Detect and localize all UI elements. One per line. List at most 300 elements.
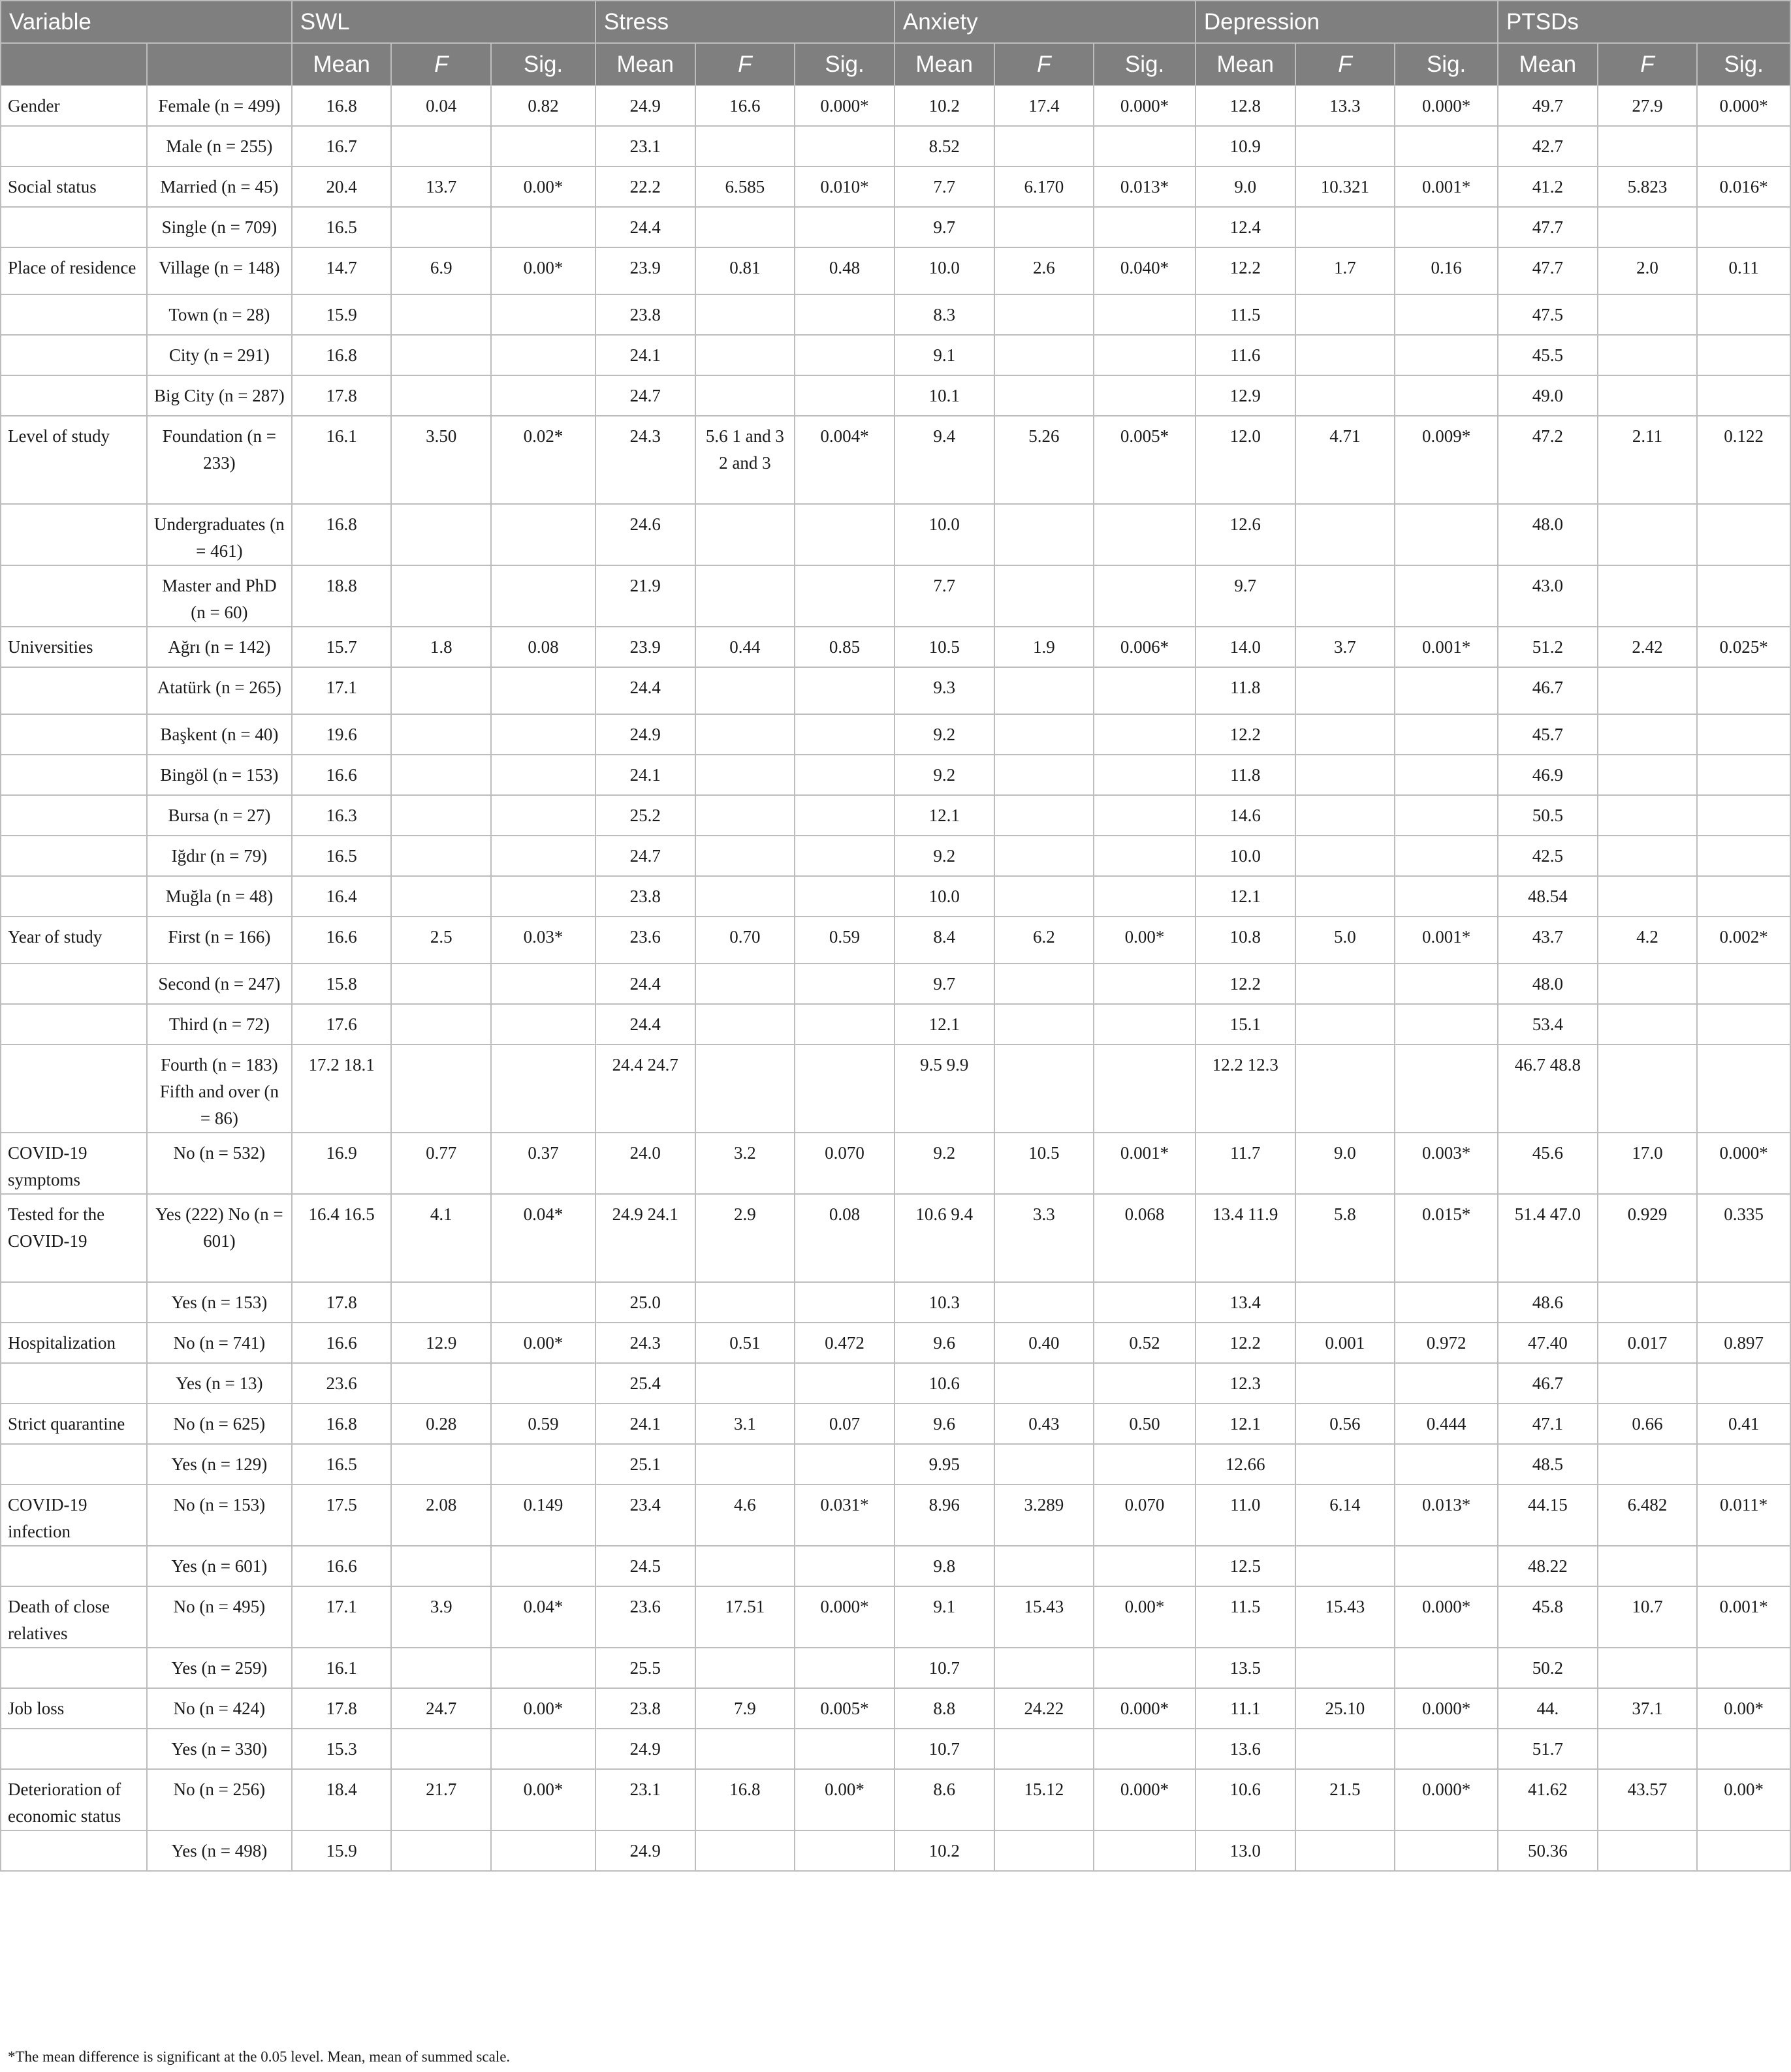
value-cell [1697,294,1790,335]
variable-cell: Death of close relatives [1,1586,147,1648]
value-cell: 12.1 [1196,876,1295,917]
value-cell [795,876,895,917]
value-cell: 6.2 [994,917,1094,964]
value-cell: 48.6 [1498,1282,1598,1323]
value-cell [391,1444,491,1484]
variable-cell [1,375,147,416]
value-cell [491,207,595,247]
value-cell [1395,1444,1498,1484]
value-cell [1094,504,1196,565]
level-cell: Bingöl (n = 153) [147,755,292,795]
value-cell: 8.52 [895,126,994,166]
value-cell: 12.4 [1196,207,1295,247]
value-cell: 0.50 [1094,1404,1196,1444]
value-cell [391,1830,491,1871]
value-cell [795,335,895,375]
value-cell: 46.7 [1498,1363,1598,1404]
value-cell: 16.8 [292,335,392,375]
value-cell: 15.7 [292,627,392,667]
value-cell: 0.41 [1697,1404,1790,1444]
value-cell [1395,755,1498,795]
value-cell: 12.2 [1196,247,1295,294]
value-cell: 2.42 [1598,627,1698,667]
value-cell: 0.59 [795,917,895,964]
table-row [1,1688,1790,1729]
value-cell: 24.0 [595,1133,695,1194]
value-cell: 0.444 [1395,1404,1498,1444]
value-cell [1598,714,1698,755]
value-cell: 12.5 [1196,1546,1295,1586]
value-cell: 24.7 [595,375,695,416]
value-cell [1598,1044,1698,1133]
header-f: F [1598,43,1698,86]
value-cell [1697,1044,1790,1133]
value-cell: 17.0 [1598,1133,1698,1194]
value-cell: 0.031* [795,1484,895,1546]
value-cell [1598,964,1698,1004]
value-cell: 47.7 [1498,247,1598,294]
value-cell [1295,1444,1395,1484]
value-cell: 0.82 [491,86,595,126]
value-cell [1094,1648,1196,1688]
value-cell [1697,1444,1790,1484]
value-cell: 0.003* [1395,1133,1498,1194]
header-mean: Mean [595,43,695,86]
value-cell: 0.000* [1697,1133,1790,1194]
value-cell: 0.04* [491,1194,595,1282]
value-cell: 17.6 [292,1004,392,1044]
level-cell: Married (n = 45) [147,166,292,207]
value-cell [994,126,1094,166]
value-cell: 4.6 [695,1484,795,1546]
value-cell [695,1363,795,1404]
value-cell [795,126,895,166]
value-cell: 23.8 [595,876,695,917]
value-cell: 16.8 [292,86,392,126]
level-cell: Yes (222) No (n = 601) [147,1194,292,1282]
value-cell: 0.00* [1697,1769,1790,1830]
value-cell [491,714,595,755]
value-cell: 8.8 [895,1688,994,1729]
level-cell: Muğla (n = 48) [147,876,292,917]
value-cell: 0.51 [695,1323,795,1363]
value-cell [1697,667,1790,714]
value-cell: 1.7 [1295,247,1395,294]
value-cell [1598,755,1698,795]
value-cell [1598,565,1698,627]
value-cell: 8.6 [895,1769,994,1830]
value-cell: 0.00* [1094,1586,1196,1648]
table-row [1,1133,1790,1194]
value-cell: 16.5 [292,207,392,247]
value-cell: 0.000* [1094,1769,1196,1830]
value-cell: 7.7 [895,166,994,207]
value-cell [491,1648,595,1688]
value-cell: 47.40 [1498,1323,1598,1363]
level-cell: Başkent (n = 40) [147,714,292,755]
value-cell [1598,335,1698,375]
value-cell: 46.9 [1498,755,1598,795]
level-cell: Female (n = 499) [147,86,292,126]
value-cell: 0.000* [795,86,895,126]
value-cell: 10.0 [1196,836,1295,876]
value-cell: 44. [1498,1688,1598,1729]
value-cell [1697,207,1790,247]
value-cell: 16.1 [292,416,392,504]
value-cell: 41.2 [1498,166,1598,207]
table-row [1,1282,1790,1323]
value-cell: 0.000* [1395,1769,1498,1830]
value-cell: 49.7 [1498,86,1598,126]
value-cell: 0.000* [1094,86,1196,126]
table-row [1,207,1790,247]
value-cell: 0.011* [1697,1484,1790,1546]
value-cell: 13.3 [1295,86,1395,126]
value-cell: 4.2 [1598,917,1698,964]
value-cell: 6.14 [1295,1484,1395,1546]
value-cell: 15.43 [1295,1586,1395,1648]
level-cell: Yes (n = 601) [147,1546,292,1586]
table-row [1,1648,1790,1688]
value-cell: 24.6 [595,504,695,565]
value-cell [1598,1648,1698,1688]
value-cell: 0.77 [391,1133,491,1194]
value-cell: 0.00* [491,247,595,294]
value-cell: 0.00* [1697,1688,1790,1729]
value-cell: 17.1 [292,667,392,714]
value-cell: 9.2 [895,1133,994,1194]
table-body [1,86,1790,1871]
value-cell: 5.0 [1295,917,1395,964]
value-cell: 10.9 [1196,126,1295,166]
value-cell [1094,1729,1196,1769]
value-cell [1598,667,1698,714]
level-cell: Second (n = 247) [147,964,292,1004]
table-row [1,375,1790,416]
value-cell: 10.0 [895,876,994,917]
table-row [1,247,1790,294]
value-cell [994,335,1094,375]
table-row [1,1484,1790,1546]
value-cell: 6.9 [391,247,491,294]
value-cell [994,755,1094,795]
value-cell: 41.62 [1498,1769,1598,1830]
value-cell: 11.6 [1196,335,1295,375]
value-cell [491,1729,595,1769]
value-cell: 44.15 [1498,1484,1598,1546]
table-row [1,1546,1790,1586]
value-cell: 16.8 [292,1404,392,1444]
table-row [1,1729,1790,1769]
value-cell [994,667,1094,714]
table-row [1,565,1790,627]
value-cell: 0.335 [1697,1194,1790,1282]
table-row [1,416,1790,504]
value-cell: 15.43 [994,1586,1094,1648]
value-cell: 9.0 [1196,166,1295,207]
level-cell: Yes (n = 153) [147,1282,292,1323]
value-cell: 2.5 [391,917,491,964]
value-cell: 12.6 [1196,504,1295,565]
value-cell [1697,335,1790,375]
value-cell: 0.122 [1697,416,1790,504]
value-cell: 0.81 [695,247,795,294]
value-cell: 15.9 [292,294,392,335]
value-cell [1598,1444,1698,1484]
value-cell: 23.9 [595,247,695,294]
value-cell: 0.070 [795,1133,895,1194]
value-cell [1295,876,1395,917]
value-cell: 13.7 [391,166,491,207]
value-cell [491,1830,595,1871]
value-cell [491,565,595,627]
value-cell: 45.7 [1498,714,1598,755]
value-cell: 8.96 [895,1484,994,1546]
value-cell: 12.1 [895,795,994,836]
value-cell [994,504,1094,565]
table-row [1,166,1790,207]
value-cell [695,504,795,565]
value-cell: 9.6 [895,1404,994,1444]
variable-cell: Universities [1,627,147,667]
value-cell [1697,836,1790,876]
value-cell: 8.3 [895,294,994,335]
value-cell: 5.26 [994,416,1094,504]
value-cell [795,755,895,795]
value-cell [795,1546,895,1586]
value-cell: 23.8 [595,294,695,335]
value-cell [795,1648,895,1688]
value-cell: 9.0 [1295,1133,1395,1194]
value-cell: 0.44 [695,627,795,667]
value-cell [391,964,491,1004]
value-cell: 0.000* [1697,86,1790,126]
value-cell [695,667,795,714]
table-row [1,126,1790,166]
value-cell: 42.5 [1498,836,1598,876]
value-cell: 0.472 [795,1323,895,1363]
value-cell [994,1729,1094,1769]
value-cell: 0.00* [491,1769,595,1830]
value-cell: 3.7 [1295,627,1395,667]
value-cell: 0.002* [1697,917,1790,964]
value-cell: 11.5 [1196,294,1295,335]
value-cell: 5.823 [1598,166,1698,207]
value-cell: 24.1 [595,755,695,795]
value-cell [491,667,595,714]
value-cell [391,375,491,416]
value-cell [1295,795,1395,836]
table-row [1,1194,1790,1282]
value-cell: 9.1 [895,335,994,375]
value-cell [795,836,895,876]
value-cell: 24.3 [595,1323,695,1363]
value-cell [391,667,491,714]
value-cell: 0.149 [491,1484,595,1546]
value-cell [994,964,1094,1004]
value-cell: 3.50 [391,416,491,504]
value-cell: 14.7 [292,247,392,294]
header-f: F [695,43,795,86]
value-cell: 9.95 [895,1444,994,1484]
value-cell: 13.0 [1196,1830,1295,1871]
value-cell [1295,1363,1395,1404]
value-cell [1295,714,1395,755]
value-cell [1395,1282,1498,1323]
value-cell: 46.7 48.8 [1498,1044,1598,1133]
value-cell: 17.8 [292,1282,392,1323]
level-cell: Big City (n = 287) [147,375,292,416]
value-cell: 0.068 [1094,1194,1196,1282]
variable-cell [1,667,147,714]
value-cell [491,375,595,416]
value-cell: 24.9 24.1 [595,1194,695,1282]
value-cell [1094,1363,1196,1404]
table-row [1,627,1790,667]
header-variable: Variable [1,1,292,43]
value-cell: 25.4 [595,1363,695,1404]
header-group-row [1,1,1790,43]
value-cell [1395,795,1498,836]
table-row [1,1404,1790,1444]
value-cell [695,335,795,375]
value-cell [491,1546,595,1586]
value-cell: 10.7 [895,1729,994,1769]
value-cell [491,335,595,375]
header-anxiety: Anxiety [895,1,1196,43]
value-cell [994,1282,1094,1323]
value-cell: 47.7 [1498,207,1598,247]
value-cell: 21.9 [595,565,695,627]
value-cell: 0.000* [1395,86,1498,126]
value-cell: 16.6 [292,917,392,964]
value-cell: 0.43 [994,1404,1094,1444]
value-cell [391,565,491,627]
value-cell [1094,1830,1196,1871]
value-cell: 7.7 [895,565,994,627]
value-cell: 0.006* [1094,627,1196,667]
value-cell: 13.6 [1196,1729,1295,1769]
value-cell: 0.00* [491,1688,595,1729]
value-cell: 16.5 [292,1444,392,1484]
value-cell: 12.2 [1196,1323,1295,1363]
value-cell: 0.013* [1094,166,1196,207]
value-cell: 11.8 [1196,755,1295,795]
value-cell [1598,1282,1698,1323]
header-sub-row [1,43,1790,86]
value-cell [491,1044,595,1133]
level-cell: No (n = 532) [147,1133,292,1194]
value-cell [1295,1282,1395,1323]
variable-cell [1,1729,147,1769]
level-cell: Yes (n = 129) [147,1444,292,1484]
value-cell [1395,335,1498,375]
value-cell: 24.3 [595,416,695,504]
value-cell [1094,375,1196,416]
value-cell: 0.070 [1094,1484,1196,1546]
value-cell: 14.6 [1196,795,1295,836]
variable-cell [1,714,147,755]
table-row [1,294,1790,335]
value-cell [391,876,491,917]
value-cell [695,1729,795,1769]
variable-cell [1,836,147,876]
value-cell [1094,1444,1196,1484]
header-mean: Mean [895,43,994,86]
table-row [1,964,1790,1004]
value-cell: 12.3 [1196,1363,1295,1404]
value-cell [1295,565,1395,627]
value-cell: 25.2 [595,795,695,836]
value-cell: 0.00* [1094,917,1196,964]
value-cell: 48.54 [1498,876,1598,917]
value-cell [1697,1648,1790,1688]
value-cell: 24.22 [994,1688,1094,1729]
value-cell: 8.4 [895,917,994,964]
variable-cell: COVID-19 symptoms [1,1133,147,1194]
level-cell: Yes (n = 498) [147,1830,292,1871]
value-cell: 11.5 [1196,1586,1295,1648]
value-cell [1395,565,1498,627]
value-cell [695,294,795,335]
value-cell [695,207,795,247]
value-cell: 0.005* [1094,416,1196,504]
variable-cell: Deterioration of economic status [1,1769,147,1830]
value-cell [1697,795,1790,836]
value-cell: 10.5 [895,627,994,667]
value-cell [1094,1004,1196,1044]
value-cell [795,964,895,1004]
level-cell: Single (n = 709) [147,207,292,247]
table-row [1,714,1790,755]
value-cell: 16.3 [292,795,392,836]
value-cell: 10.5 [994,1133,1094,1194]
value-cell [1295,1729,1395,1769]
value-cell: 2.11 [1598,416,1698,504]
value-cell: 45.6 [1498,1133,1598,1194]
value-cell [795,375,895,416]
value-cell [1395,667,1498,714]
variable-cell [1,1648,147,1688]
table-row [1,1363,1790,1404]
level-cell: Third (n = 72) [147,1004,292,1044]
value-cell: 24.4 [595,667,695,714]
value-cell: 9.3 [895,667,994,714]
value-cell [1697,565,1790,627]
value-cell: 16.6 [292,1546,392,1586]
value-cell [1094,714,1196,755]
value-cell [1697,1363,1790,1404]
value-cell [1697,1729,1790,1769]
value-cell [695,1044,795,1133]
table-row [1,1444,1790,1484]
value-cell [391,126,491,166]
value-cell [994,876,1094,917]
variable-cell: Job loss [1,1688,147,1729]
value-cell [994,294,1094,335]
value-cell: 0.972 [1395,1323,1498,1363]
value-cell: 0.07 [795,1404,895,1444]
header-f: F [994,43,1094,86]
value-cell [1094,1282,1196,1323]
value-cell [795,504,895,565]
value-cell [391,1044,491,1133]
value-cell [1295,667,1395,714]
value-cell: 47.2 [1498,416,1598,504]
value-cell: 43.57 [1598,1769,1698,1830]
value-cell: 19.6 [292,714,392,755]
value-cell: 10.0 [895,247,994,294]
